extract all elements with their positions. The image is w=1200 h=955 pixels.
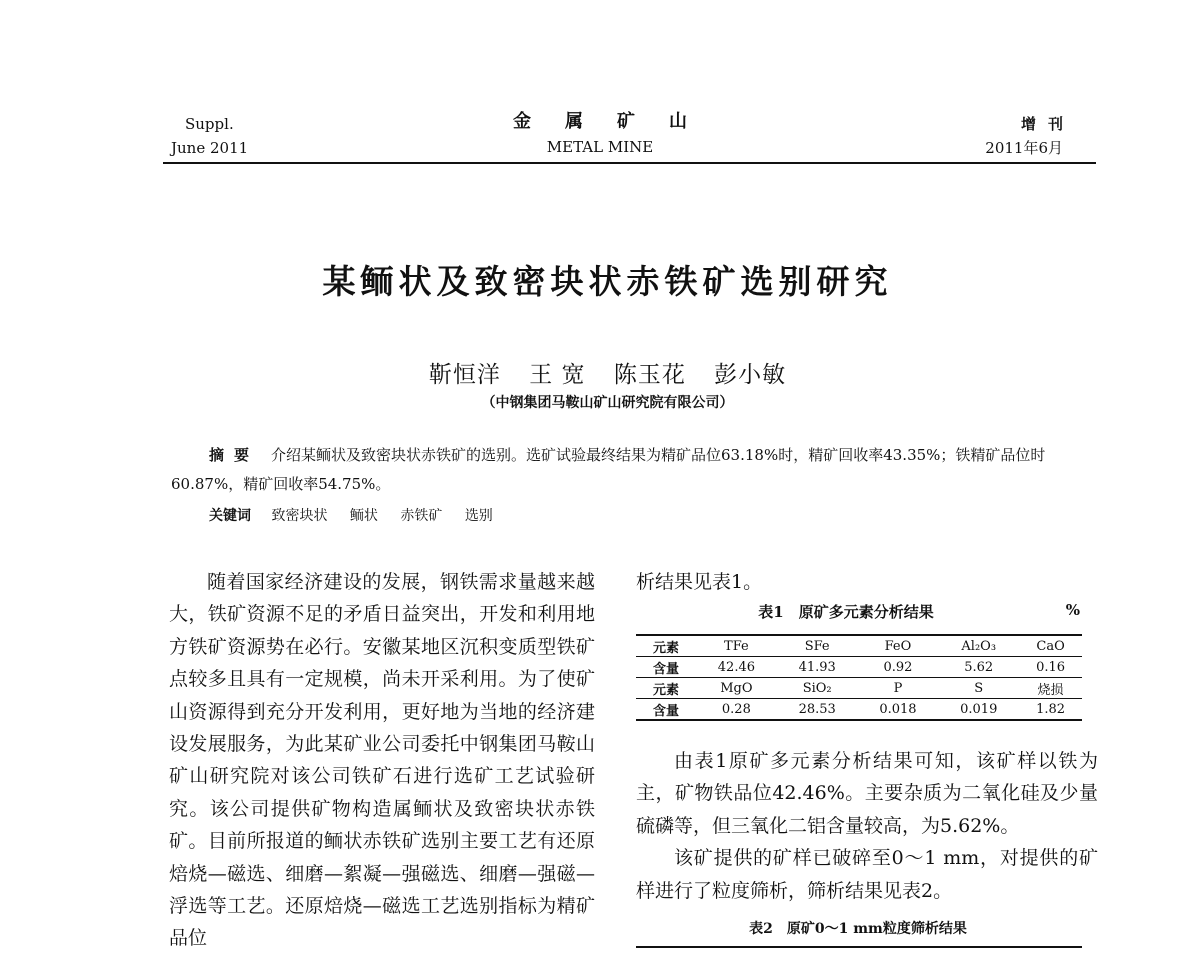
table1-title: 表1 原矿多元素分析结果 — [758, 603, 934, 621]
body-paragraph: 随着国家经济建设的发展，钢铁需求量越来越大，铁矿资源不足的矛盾日益突出，开发和利用地方铁矿资源势在必行。安徽某地区沉积变质型铁矿点较多且具有一定规模，尚未开采利用。为了使矿山资源得到充分开发利用，更好地为当地的经济建设发展服务，为此某矿业公司委托中钢集团马鞍山矿山研究院对该公司铁矿石进行选矿工艺试验研究。该公司提供矿物构造属鲕状及致密块状赤铁矿。目前所报道的鲕状赤铁矿选别主要工艺有还原焙烧—磁选、细磨—絮凝—强磁选、细磨—强磁—浮选等工艺。还原焙烧—磁选工艺选别指标为精矿品位 — [169, 571, 595, 950]
table-cell: 烧损 — [1019, 678, 1082, 699]
table-cell: 含量 — [636, 699, 696, 721]
table2-caption: 表2 原矿0～1 mm粒度筛析结果 — [749, 921, 967, 937]
journal-name-en: METAL MINE — [546, 138, 654, 156]
table-row — [636, 678, 1082, 699]
table-cell: CaO — [1019, 635, 1082, 657]
affiliation: （中钢集团马鞍山矿山研究院有限公司） — [481, 395, 734, 411]
journal-name — [470, 109, 730, 159]
author: 靳恒洋 — [428, 362, 501, 388]
abstract-label: 摘要 — [209, 446, 260, 464]
journal-issue-en — [171, 112, 291, 160]
table-cell: 0.16 — [1019, 657, 1082, 678]
table2-top-rule — [636, 946, 1082, 948]
table-cell: 含量 — [636, 657, 696, 678]
table-cell: 0.92 — [858, 657, 939, 678]
table-cell: SFe — [777, 635, 858, 657]
table-cell: MgO — [696, 678, 777, 699]
keywords — [209, 505, 1009, 525]
body-column-right — [636, 566, 1098, 598]
body-paragraph: 该矿提供的矿样已破碎至0～1 mm，对提供的矿样进行了粒度筛析，筛析结果见表2。 — [636, 847, 1098, 902]
abstract — [171, 441, 1076, 499]
table-cell: 元素 — [636, 678, 696, 699]
table-cell: FeO — [858, 635, 939, 657]
body-paragraph: 析结果见表1。 — [636, 571, 763, 593]
table-cell: 1.82 — [1019, 699, 1082, 721]
table1-unit: % — [1065, 601, 1080, 619]
paper-title: 某鲕状及致密块状赤铁矿选别研究 — [322, 262, 893, 301]
abstract-text: 介绍某鲕状及致密块状赤铁矿的选别。选矿试验最终结果为精矿品位63.18%时，精矿回收率43.35%；铁精矿品位时60.87%，精矿回收率54.75%。 — [171, 446, 1046, 493]
journal-name-cn: 金属矿山 — [513, 111, 721, 132]
author-list — [100, 356, 1115, 389]
table-cell: 0.018 — [858, 699, 939, 721]
table-cell: 42.46 — [696, 657, 777, 678]
keyword: 赤铁矿 — [400, 508, 443, 524]
table-cell: 28.53 — [777, 699, 858, 721]
body-paragraph: 由表1原矿多元素分析结果可知，该矿样以铁为主，矿物铁品位42.46%。主要杂质为二氧化硅及少量硫磷等，但三氧化二铝含量较高，为5.62%。 — [636, 750, 1098, 837]
table-cell: 0.019 — [938, 699, 1019, 721]
table-cell: 0.28 — [696, 699, 777, 721]
journal-issue-cn — [923, 112, 1075, 160]
issue-suppl: Suppl. — [185, 115, 234, 133]
keyword: 致密块状 — [271, 508, 328, 524]
table-cell: 5.62 — [938, 657, 1019, 678]
table-cell: TFe — [696, 635, 777, 657]
table-cell: Al₂O₃ — [938, 635, 1019, 657]
table-cell: P — [858, 678, 939, 699]
header-divider — [163, 162, 1096, 164]
table1-caption — [636, 601, 1080, 622]
keywords-label: 关键词 — [209, 508, 251, 524]
table-row — [636, 657, 1082, 678]
author: 陈玉花 — [613, 362, 686, 388]
author: 王 宽 — [529, 362, 586, 388]
issue-date-en: June 2011 — [171, 139, 249, 157]
table-row — [636, 699, 1082, 721]
issue-date-cn: 2011年6月 — [985, 139, 1063, 157]
body-column-right-continued — [636, 745, 1098, 907]
author: 彭小敏 — [714, 362, 787, 388]
issue-supplement-cn: 增刊 — [1020, 115, 1075, 133]
table-cell: SiO₂ — [777, 678, 858, 699]
table-row — [636, 635, 1082, 657]
keyword: 选别 — [464, 508, 493, 524]
table-cell: S — [938, 678, 1019, 699]
body-column-left — [169, 566, 595, 955]
table1-element-analysis — [636, 634, 1082, 721]
keyword: 鲕状 — [349, 508, 378, 524]
table-cell: 元素 — [636, 635, 696, 657]
table-cell: 41.93 — [777, 657, 858, 678]
